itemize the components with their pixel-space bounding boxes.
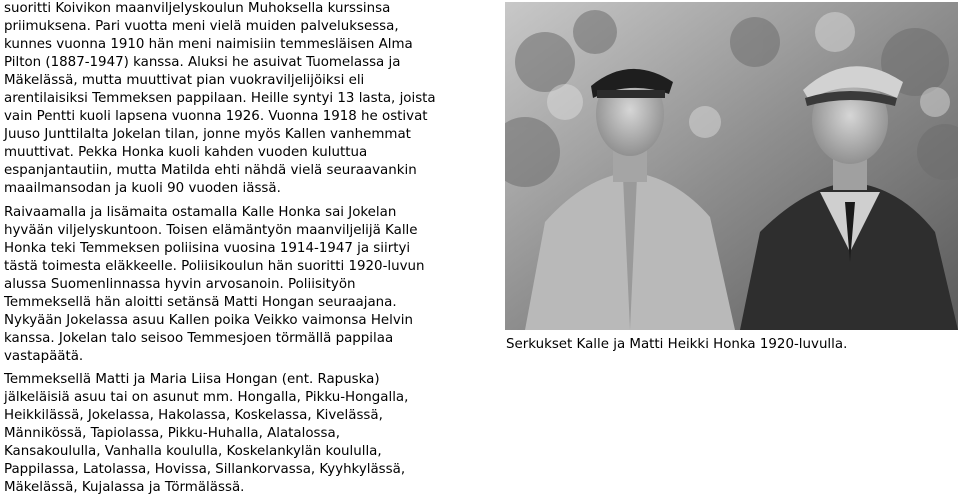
- photo-caption: Serkukset Kalle ja Matti Heikki Honka 1920-luvulla.: [506, 337, 848, 352]
- text-line: suoritti Koivikon maanviljelyskoulun Muhoksella kurssinsa: [4, 1, 391, 16]
- text-line: espanjantautiin, mutta Matilda ehti nähdä vielä seuraavankin: [4, 163, 417, 178]
- text-line: maailmansodan ja kuoli 90 vuoden iässä.: [4, 181, 281, 196]
- text-line: alussa Suomenlinnassa hyvin arvosanoin. Poliisityön: [4, 277, 356, 292]
- photo-illustration: [505, 2, 958, 330]
- text-line: Heikkilässä, Jokelassa, Hakolassa, Koskelassa, Kivelässä,: [4, 408, 383, 423]
- text-line: tästä toimesta eläkkeelle. Poliisikoulun hän suoritti 1920-luvun: [4, 259, 425, 274]
- text-line: priimuksena. Pari vuotta meni vielä muiden palveluksessa,: [4, 19, 399, 34]
- text-line: Temmeksellä hän aloitti setänsä Matti Hongan seuraajana.: [4, 295, 397, 310]
- text-line: Pilton (1887-1947) kanssa. Aluksi he asuivat Tuomelassa ja: [4, 55, 401, 70]
- text-line: Nykyään Jokelassa asuu Kallen poika Veikko vaimonsa Helvin: [4, 313, 414, 328]
- text-line: Pappilassa, Latolassa, Hovissa, Sillankorvassa, Kyyhkylässä,: [4, 462, 406, 477]
- text-line: Raivaamalla ja lisämaita ostamalla Kalle Honka sai Jokelan: [4, 205, 397, 220]
- text-line: Kansakoululla, Vanhalla koululla, Koskelankylän koululla,: [4, 444, 382, 459]
- text-line: muuttivat. Pekka Honka kuoli kahden vuoden kuluttua: [4, 145, 368, 160]
- text-line: Männikössä, Tapiolassa, Pikku-Huhalla, Alatalossa,: [4, 426, 340, 441]
- text-line: Mäkelässä, mutta muuttivat pian vuokraviljelijöiksi eli: [4, 73, 365, 88]
- text-line: vain Pentti kuoli lapsena vuonna 1926. Vuonna 1918 he ostivat: [4, 109, 428, 124]
- paragraph-biography: [4, 0, 436, 198]
- text-line: arentilaisiksi Temmeksen pappilaan. Heille syntyi 13 lasta, joista: [4, 91, 436, 106]
- text-line: Honka teki Temmeksen poliisina vuosina 1914-1947 ja siirtyi: [4, 241, 411, 256]
- text-line: kanssa. Jokelan talo seisoo Temmesjoen törmällä pappilaa: [4, 331, 394, 346]
- text-line: hyvään viljelyskuntoon. Toisen elämäntyön maanviljelijä Kalle: [4, 223, 418, 238]
- paragraph-descendants: [4, 371, 408, 497]
- cousins-photo: [505, 2, 958, 330]
- text-line: vastapäätä.: [4, 349, 84, 364]
- text-line: kunnes vuonna 1910 hän meni naimisiin temmesläisen Alma: [4, 37, 413, 52]
- text-line: Juuso Junttilalta Jokelan tilan, jonne myös Kallen vanhemmat: [4, 127, 411, 142]
- text-line: Temmeksellä Matti ja Maria Liisa Hongan (ent. Rapuska): [4, 372, 380, 387]
- text-line: Mäkelässä, Kujalassa ja Törmälässä.: [4, 480, 245, 495]
- text-line: jälkeläisiä asuu tai on asunut mm. Hongalla, Pikku-Hongalla,: [4, 390, 409, 405]
- paragraph-police-career: [4, 204, 425, 366]
